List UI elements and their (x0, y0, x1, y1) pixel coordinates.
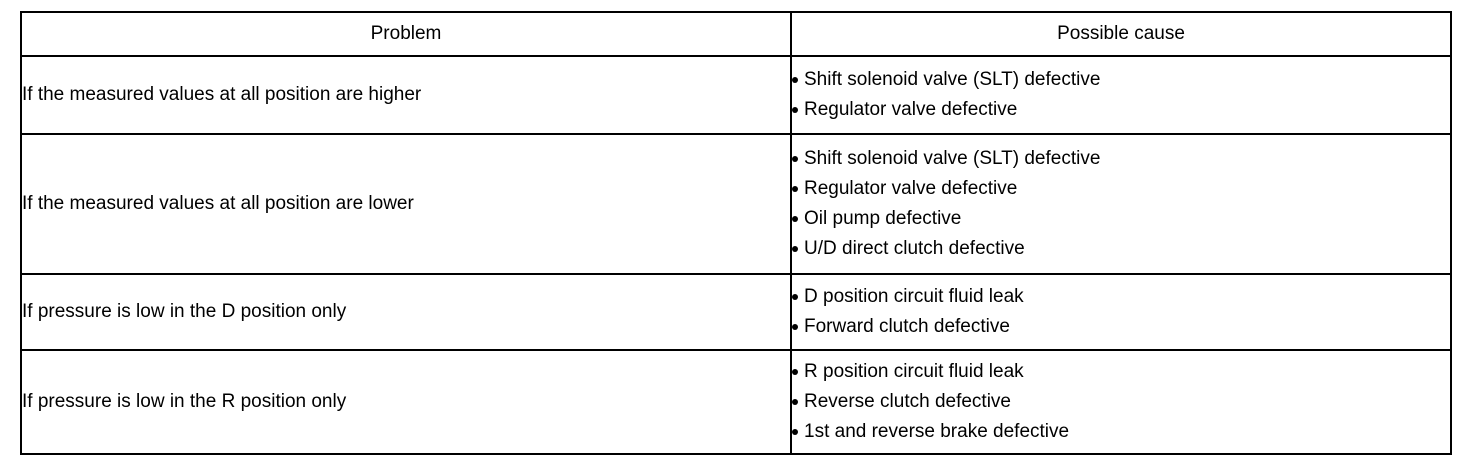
cause-text: Shift solenoid valve (SLT) defective (804, 148, 1101, 169)
cause-cell (791, 134, 1451, 274)
header-problem: Problem (21, 12, 791, 56)
cause-text: Reverse clutch defective (804, 391, 1011, 412)
problem-cell: If the measured values at all position are lower (21, 134, 791, 274)
bullet-icon (792, 156, 798, 162)
bullet-icon (792, 186, 798, 192)
cause-item (792, 357, 1450, 387)
cause-text: R position circuit fluid leak (804, 361, 1024, 382)
cause-list (792, 282, 1450, 342)
table-row (21, 134, 1451, 274)
table-row (21, 56, 1451, 134)
cause-item (792, 282, 1450, 312)
table-row (21, 274, 1451, 350)
cause-cell (791, 274, 1451, 350)
cause-text: Regulator valve defective (804, 178, 1018, 199)
header-possible-cause: Possible cause (791, 12, 1451, 56)
problem-cell: If pressure is low in the D position only (21, 274, 791, 350)
cause-cell (791, 350, 1451, 454)
bullet-icon (792, 107, 798, 113)
cause-text: D position circuit fluid leak (804, 286, 1024, 307)
cause-item (792, 417, 1450, 447)
cause-cell (791, 56, 1451, 134)
cause-list (792, 65, 1450, 125)
bullet-icon (792, 369, 798, 375)
bullet-icon (792, 216, 798, 222)
cause-item (792, 65, 1450, 95)
cause-text: Shift solenoid valve (SLT) defective (804, 69, 1101, 90)
bullet-icon (792, 429, 798, 435)
cause-list (792, 357, 1450, 447)
bullet-icon (792, 246, 798, 252)
diagnosis-table (20, 11, 1452, 455)
cause-text: Forward clutch defective (804, 316, 1010, 337)
bullet-icon (792, 399, 798, 405)
bullet-icon (792, 324, 798, 330)
cause-text: Oil pump defective (804, 208, 962, 229)
cause-item (792, 95, 1450, 125)
cause-item (792, 234, 1450, 264)
problem-cell: If pressure is low in the R position only (21, 350, 791, 454)
cause-text: 1st and reverse brake defective (804, 421, 1070, 442)
bullet-icon (792, 77, 798, 83)
bullet-icon (792, 294, 798, 300)
cause-text: U/D direct clutch defective (804, 238, 1025, 259)
header-row (21, 12, 1451, 56)
cause-item (792, 204, 1450, 234)
cause-item (792, 144, 1450, 174)
cause-item (792, 312, 1450, 342)
problem-cell: If the measured values at all position are higher (21, 56, 791, 134)
cause-list (792, 144, 1450, 264)
table-row (21, 350, 1451, 454)
cause-text: Regulator valve defective (804, 99, 1018, 120)
cause-item (792, 174, 1450, 204)
cause-item (792, 387, 1450, 417)
